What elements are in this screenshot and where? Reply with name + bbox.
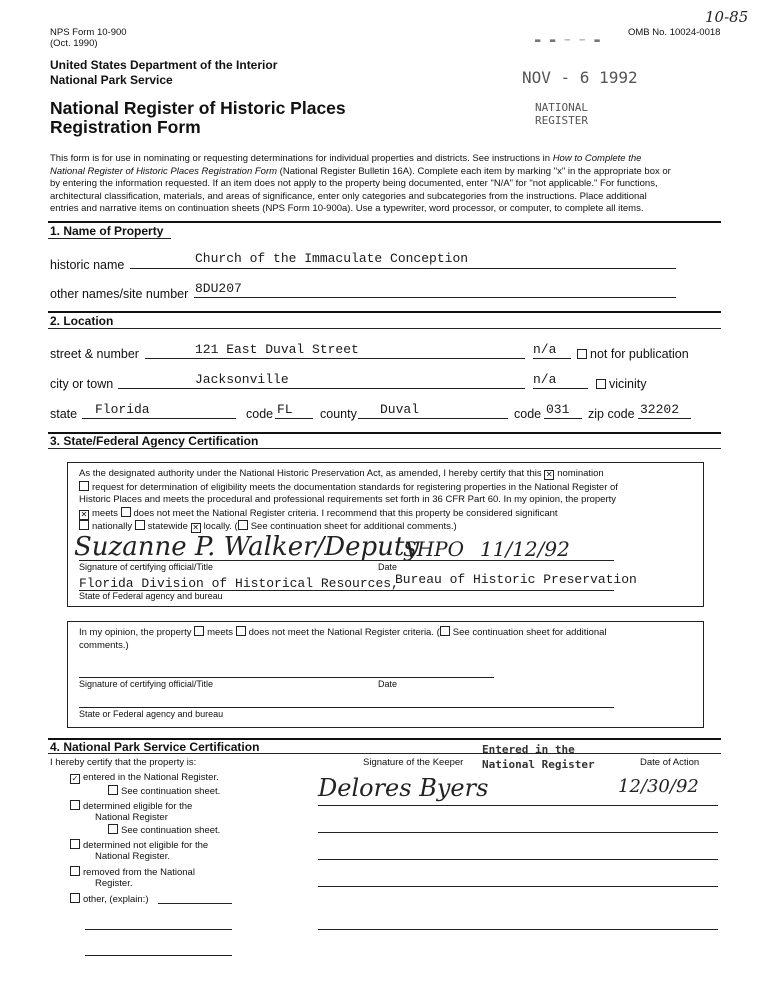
action-date: 12/30/92 — [618, 776, 699, 797]
option-not-eligible[interactable]: determined not eligible for the — [70, 839, 208, 851]
street-na-line — [533, 358, 571, 359]
stamp-fragment: ▬ ▬ ─ ─ ▬ — [535, 36, 602, 46]
agency2-label: State or Federal agency and bureau — [79, 709, 224, 719]
received-stamp-date: NOV - 6 1992 — [522, 68, 638, 87]
option-eligible-2: National Register — [95, 812, 168, 823]
city-na-value[interactable]: n/a — [533, 372, 557, 387]
nationally-checkbox[interactable] — [79, 520, 89, 530]
eligible-checkbox[interactable] — [70, 800, 80, 810]
entered-stamp-1: Entered in the — [482, 743, 575, 756]
other-names-line — [194, 297, 676, 298]
continuation-checkbox[interactable] — [238, 520, 248, 530]
street-na-value[interactable]: n/a — [533, 342, 557, 357]
state-code-line — [275, 418, 313, 419]
section-3-heading: 3. State/Federal Agency Certification — [50, 434, 259, 448]
option-other[interactable]: other, (explain:) — [70, 893, 148, 905]
nps-certify-intro: I hereby certify that the property is: — [50, 757, 197, 768]
certifying-title: SHPO — [403, 537, 464, 561]
vicinity[interactable]: vicinity — [596, 377, 647, 391]
heading-underline — [48, 238, 171, 239]
not-for-publication-checkbox[interactable] — [577, 349, 587, 359]
city-line — [118, 388, 525, 389]
heading-underline — [48, 328, 721, 329]
street-label: street & number — [50, 347, 139, 361]
county-code-value[interactable]: 031 — [546, 402, 570, 417]
section-1-heading: 1. Name of Property — [50, 224, 164, 238]
opinion-continuation-checkbox[interactable] — [440, 626, 450, 636]
certifying-signature: Suzanne P. Walker/Deputy — [74, 532, 420, 562]
omb-number: OMB No. 10024-0018 — [628, 27, 721, 38]
signature2-line — [79, 677, 494, 678]
heading-underline — [48, 753, 721, 754]
does-not-meet-checkbox[interactable] — [121, 507, 131, 517]
nomination-checkbox[interactable]: ✕ — [545, 470, 553, 479]
county-code-line — [544, 418, 582, 419]
corner-handwritten-mark: 10-85 — [705, 8, 749, 26]
received-stamp-line2: REGISTER — [535, 114, 588, 127]
signature2-label: Signature of certifying official/Title — [79, 679, 214, 689]
keeper-line-1 — [318, 805, 718, 806]
service-name: National Park Service — [50, 73, 173, 87]
historic-name-label: historic name — [50, 258, 125, 272]
other-names-label: other names/site number — [50, 287, 189, 301]
signature-label: Signature of certifying official/Title — [79, 562, 214, 572]
other-explain-line — [158, 903, 232, 904]
street-line — [145, 358, 525, 359]
county-label: county — [320, 407, 357, 421]
date-label: Date — [378, 562, 398, 572]
option-removed[interactable]: removed from the National — [70, 866, 195, 878]
section-divider — [48, 311, 721, 313]
not-for-publication[interactable]: not for publication — [577, 347, 689, 361]
zip-line — [638, 418, 691, 419]
removed-checkbox[interactable] — [70, 866, 80, 876]
city-label: city or town — [50, 377, 114, 391]
option-eligible-continuation[interactable]: See continuation sheet. — [108, 824, 220, 836]
form-number: NPS Form 10-900 — [50, 27, 127, 38]
instructions: This form is for use in nominating or requesting determinations for individual properties and districts. See instructions in How to Complete the National Register of Historic Places Registration Form (National Register Bulletin 16A). Complete each item by marking "x" in the appropriate box or by entering the information requested. If an item does not apply to the property being documented, enter "N/A" for "not applicable." For functions, architectural classification, materials, and areas of significance, enter only categories and subcategories from the instructions. Place additional entries and narrative items on continuation sheets (NPS Form 10-900a). Use a typewriter, word processor, or computer, to complete all items. — [50, 153, 671, 215]
option-eligible[interactable]: determined eligible for the — [70, 800, 192, 812]
form-title: National Register of Historic Places — [50, 98, 346, 118]
date-of-action-label: Date of Action — [640, 757, 700, 768]
option-removed-2: Register. — [95, 878, 133, 889]
opinion-text: In my opinion, the property meets does not meet the National Register criteria. ( See continuation sheet for additional comments.) — [79, 627, 607, 651]
county-code-label: code — [514, 407, 542, 421]
street-value[interactable]: 121 East Duval Street — [195, 342, 359, 357]
keeper-line-4 — [318, 886, 718, 887]
locally-checkbox[interactable]: ✕ — [192, 523, 199, 533]
signature-line — [79, 560, 614, 561]
received-stamp-line1: NATIONAL — [535, 101, 588, 114]
keeper-line-5 — [318, 929, 718, 930]
date2-label: Date — [378, 679, 398, 689]
zip-value[interactable]: 32202 — [640, 402, 680, 417]
keeper-signature: Delores Byers — [318, 774, 489, 802]
agency2-line — [79, 707, 614, 708]
vicinity-checkbox[interactable] — [596, 379, 606, 389]
entered-checkbox[interactable]: ✓ — [71, 774, 79, 783]
department-name: United States Department of the Interior — [50, 58, 278, 72]
state-line — [82, 418, 236, 419]
continuation1-checkbox[interactable] — [108, 785, 118, 795]
historic-name-line — [130, 268, 676, 269]
agency-value-1[interactable]: Florida Division of Historical Resources, — [79, 576, 399, 591]
section-4-heading: 4. National Park Service Certification — [50, 740, 260, 754]
continuation2-checkbox[interactable] — [108, 824, 118, 834]
keeper-line-2 — [318, 832, 718, 833]
other-explain-line-2 — [85, 929, 232, 930]
statewide-checkbox[interactable] — [135, 520, 145, 530]
opinion-not-meet-checkbox[interactable] — [236, 626, 246, 636]
historic-name-value[interactable]: Church of the Immaculate Conception — [195, 251, 469, 266]
other-checkbox[interactable] — [70, 893, 80, 903]
meets-checkbox[interactable]: ✕ — [80, 509, 88, 519]
option-entered[interactable]: ✓ entered in the National Register. — [71, 772, 219, 783]
county-value[interactable]: Duval — [380, 402, 420, 417]
certification-text: As the designated authority under the National Historic Preservation Act, as amended, I hereby certify that this ✕ nomination request for determination of eligibility meets the documentation standards for registering properties in the National Register of Historic Places and meets the procedural and professional requirements set forth in 36 CFR Part 60. In my opinion, the property ✕ meets does not meet the National Register criteria. I recommend that this property be considered significant nationally statewide ✕ locally. ( See continuation sheet for additional comments.) — [79, 468, 618, 533]
heading-underline — [48, 448, 721, 449]
state-label: state — [50, 407, 78, 421]
other-explain-line-3 — [85, 955, 232, 956]
form-subtitle: Registration Form — [50, 117, 201, 137]
entered-stamp-2: National Register — [482, 758, 595, 771]
determination-checkbox[interactable] — [79, 481, 89, 491]
county-line — [358, 418, 508, 419]
other-names-value[interactable]: 8DU207 — [195, 281, 242, 296]
city-value[interactable]: Jacksonville — [195, 372, 289, 387]
form-date: (Oct. 1990) — [50, 38, 98, 49]
option-not-eligible-2: National Register. — [95, 851, 170, 862]
state-code-value[interactable]: FL — [277, 402, 293, 417]
agency-value-2[interactable]: Bureau of Historic Preservation — [395, 572, 637, 587]
section-2-heading: 2. Location — [50, 314, 114, 328]
state-code-label: code — [246, 407, 274, 421]
keeper-signature-label: Signature of the Keeper — [363, 757, 464, 768]
state-value[interactable]: Florida — [95, 402, 150, 417]
city-na-line — [533, 388, 588, 389]
not-eligible-checkbox[interactable] — [70, 839, 80, 849]
opinion-meets-checkbox[interactable] — [194, 626, 204, 636]
option-entered-continuation[interactable]: See continuation sheet. — [108, 785, 220, 797]
certifying-date: 11/12/92 — [480, 537, 570, 561]
section-divider — [48, 221, 721, 223]
keeper-line-3 — [318, 859, 718, 860]
agency-label: State of Federal agency and bureau — [79, 591, 223, 601]
zip-label: zip code — [588, 407, 635, 421]
